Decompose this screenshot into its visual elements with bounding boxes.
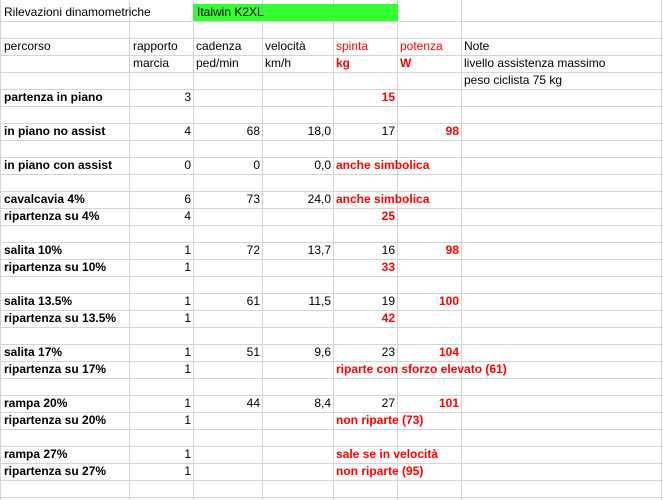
row-percorso[interactable]: ripartenza su 20% xyxy=(4,413,107,427)
row-potenza[interactable]: 100 xyxy=(438,294,459,308)
row-rapporto[interactable]: 1 xyxy=(184,362,191,376)
row-potenza[interactable] xyxy=(397,191,459,208)
grid-hline xyxy=(0,191,663,192)
row-percorso[interactable]: salita 10% xyxy=(4,243,63,257)
grid-hline xyxy=(0,225,663,226)
row-cadenza[interactable]: 61 xyxy=(246,294,260,308)
row-rapporto[interactable]: 1 xyxy=(184,413,191,427)
grid-hline xyxy=(0,242,663,243)
row-rapporto[interactable]: 4 xyxy=(184,209,191,223)
grid-hline xyxy=(0,429,663,430)
header-spinta[interactable]: spinta xyxy=(336,39,369,53)
row-rapporto[interactable]: 4 xyxy=(184,124,191,138)
row-potenza[interactable]: 101 xyxy=(438,396,459,410)
row-percorso[interactable]: salita 17% xyxy=(4,345,63,359)
row-cadenza[interactable]: 72 xyxy=(246,243,260,257)
grid-vline xyxy=(0,0,1,500)
row-cadenza[interactable]: 68 xyxy=(246,124,260,138)
grid-hline xyxy=(0,378,663,379)
grid-hline xyxy=(0,208,663,209)
row-percorso[interactable]: ripartenza su 27% xyxy=(4,464,107,478)
row-velocita[interactable] xyxy=(262,259,331,276)
header-note[interactable]: Note xyxy=(464,39,490,53)
row-potenza[interactable] xyxy=(397,446,459,463)
grid-hline xyxy=(0,293,663,294)
row-percorso[interactable]: ripartenza su 10% xyxy=(4,260,107,274)
row-percorso[interactable]: cavalcavia 4% xyxy=(4,192,85,206)
row-percorso[interactable]: rampa 20% xyxy=(4,396,68,410)
model-cell[interactable]: Italwin K2XL xyxy=(193,4,398,21)
row-cadenza[interactable] xyxy=(193,463,260,480)
row-rapporto[interactable]: 1 xyxy=(184,345,191,359)
row-cadenza[interactable]: 51 xyxy=(246,345,260,359)
row-potenza[interactable] xyxy=(397,463,459,480)
row-velocita[interactable]: 8,4 xyxy=(314,396,331,410)
row-rapporto[interactable]: 1 xyxy=(184,311,191,325)
row-cadenza[interactable] xyxy=(193,208,260,225)
row-spinta[interactable]: anche simbolica xyxy=(336,158,430,172)
row-velocita[interactable] xyxy=(262,446,331,463)
header-rapporto[interactable]: rapporto xyxy=(133,39,178,53)
row-potenza[interactable]: 98 xyxy=(445,124,459,138)
row-potenza[interactable]: 104 xyxy=(438,345,459,359)
row-cadenza[interactable] xyxy=(193,310,260,327)
header-cadenza[interactable]: cadenza xyxy=(196,39,242,53)
row-cadenza[interactable]: 0 xyxy=(253,158,260,172)
row-cadenza[interactable] xyxy=(193,446,260,463)
note-assistenza[interactable]: livello assistenza massimo xyxy=(464,56,606,70)
row-cadenza[interactable] xyxy=(193,361,260,378)
row-percorso[interactable]: ripartenza su 4% xyxy=(4,209,100,223)
sheet-title[interactable]: Rilevazioni dinamometriche xyxy=(4,5,151,19)
grid-hline xyxy=(0,480,663,481)
row-velocita[interactable] xyxy=(262,310,331,327)
row-velocita[interactable]: 0,0 xyxy=(314,158,331,172)
row-percorso[interactable]: partenza in piano xyxy=(4,90,103,104)
row-spinta[interactable]: 25 xyxy=(381,209,395,223)
grid-vline xyxy=(661,0,662,500)
row-percorso[interactable]: ripartenza su 13.5% xyxy=(4,311,117,325)
row-spinta[interactable]: 16 xyxy=(381,243,395,257)
header-velocita-unit[interactable]: km/h xyxy=(265,56,292,70)
header-cadenza-unit[interactable]: ped/min xyxy=(196,56,239,70)
row-spinta[interactable]: 27 xyxy=(381,396,395,410)
grid-vline xyxy=(461,0,462,500)
grid-hline xyxy=(0,38,663,39)
row-rapporto[interactable]: 1 xyxy=(184,243,191,257)
grid-hline xyxy=(0,446,663,447)
row-velocita[interactable]: 9,6 xyxy=(314,345,331,359)
row-potenza[interactable]: 98 xyxy=(445,243,459,257)
row-cadenza[interactable] xyxy=(193,412,260,429)
header-percorso[interactable]: percorso xyxy=(4,39,51,53)
grid-hline xyxy=(0,21,663,22)
grid-hline xyxy=(0,140,663,141)
row-spinta[interactable]: 15 xyxy=(381,90,395,104)
row-velocita[interactable] xyxy=(262,89,331,106)
row-spinta[interactable]: 19 xyxy=(381,294,395,308)
row-velocita[interactable]: 18,0 xyxy=(307,124,331,138)
row-potenza[interactable] xyxy=(397,259,459,276)
row-potenza[interactable] xyxy=(397,157,459,174)
grid-hline xyxy=(0,72,663,73)
row-velocita[interactable] xyxy=(262,463,331,480)
row-cadenza[interactable]: 73 xyxy=(246,192,260,206)
grid-hline xyxy=(0,327,663,328)
row-cadenza[interactable] xyxy=(193,259,260,276)
row-potenza[interactable] xyxy=(397,361,459,378)
row-spinta[interactable]: riparte con sforzo elevato (61) xyxy=(336,362,507,376)
row-spinta[interactable]: non riparte (73) xyxy=(336,413,424,427)
row-velocita[interactable] xyxy=(262,361,331,378)
row-rapporto[interactable]: 1 xyxy=(184,464,191,478)
header-potenza-unit[interactable]: W xyxy=(400,56,412,70)
row-potenza[interactable] xyxy=(397,208,459,225)
grid-hline xyxy=(0,395,663,396)
row-rapporto[interactable]: 6 xyxy=(184,192,191,206)
row-velocita[interactable] xyxy=(262,412,331,429)
note-peso[interactable]: peso ciclista 75 kg xyxy=(464,73,563,87)
grid-hline xyxy=(0,344,663,345)
row-rapporto[interactable]: 3 xyxy=(184,90,191,104)
row-velocita[interactable]: 24,0 xyxy=(307,192,331,206)
grid-hline xyxy=(0,276,663,277)
row-percorso[interactable]: in piano con assist xyxy=(4,158,113,172)
row-velocita[interactable] xyxy=(262,208,331,225)
row-rapporto[interactable]: 1 xyxy=(184,260,191,274)
row-percorso[interactable]: ripartenza su 17% xyxy=(4,362,107,376)
header-rapporto-unit[interactable]: marcia xyxy=(133,56,170,70)
row-spinta[interactable]: 42 xyxy=(381,311,395,325)
row-spinta[interactable]: non riparte (95) xyxy=(336,464,424,478)
row-potenza[interactable] xyxy=(397,412,459,429)
row-percorso[interactable]: in piano no assist xyxy=(4,124,106,138)
header-potenza[interactable]: potenza xyxy=(400,39,443,53)
row-spinta[interactable]: 33 xyxy=(381,260,395,274)
row-spinta[interactable]: sale se in velocità xyxy=(336,447,439,461)
header-spinta-unit[interactable]: kg xyxy=(336,56,351,70)
grid-hline xyxy=(0,497,663,498)
row-potenza[interactable] xyxy=(397,89,459,106)
row-rapporto[interactable]: 1 xyxy=(184,294,191,308)
row-rapporto[interactable]: 0 xyxy=(184,158,191,172)
grid-hline xyxy=(0,174,663,175)
row-percorso[interactable]: rampa 27% xyxy=(4,447,68,461)
row-spinta[interactable]: 17 xyxy=(381,124,395,138)
row-velocita[interactable]: 13,7 xyxy=(307,243,331,257)
row-rapporto[interactable]: 1 xyxy=(184,447,191,461)
row-spinta[interactable]: anche simbolica xyxy=(336,192,430,206)
row-percorso[interactable]: salita 13.5% xyxy=(4,294,73,308)
row-spinta[interactable]: 23 xyxy=(381,345,395,359)
row-potenza[interactable] xyxy=(397,310,459,327)
row-rapporto[interactable]: 1 xyxy=(184,396,191,410)
grid-hline xyxy=(0,106,663,107)
row-cadenza[interactable] xyxy=(193,89,260,106)
row-cadenza[interactable]: 44 xyxy=(246,396,260,410)
row-velocita[interactable]: 11,5 xyxy=(308,294,331,308)
header-velocita[interactable]: velocità xyxy=(265,39,306,53)
